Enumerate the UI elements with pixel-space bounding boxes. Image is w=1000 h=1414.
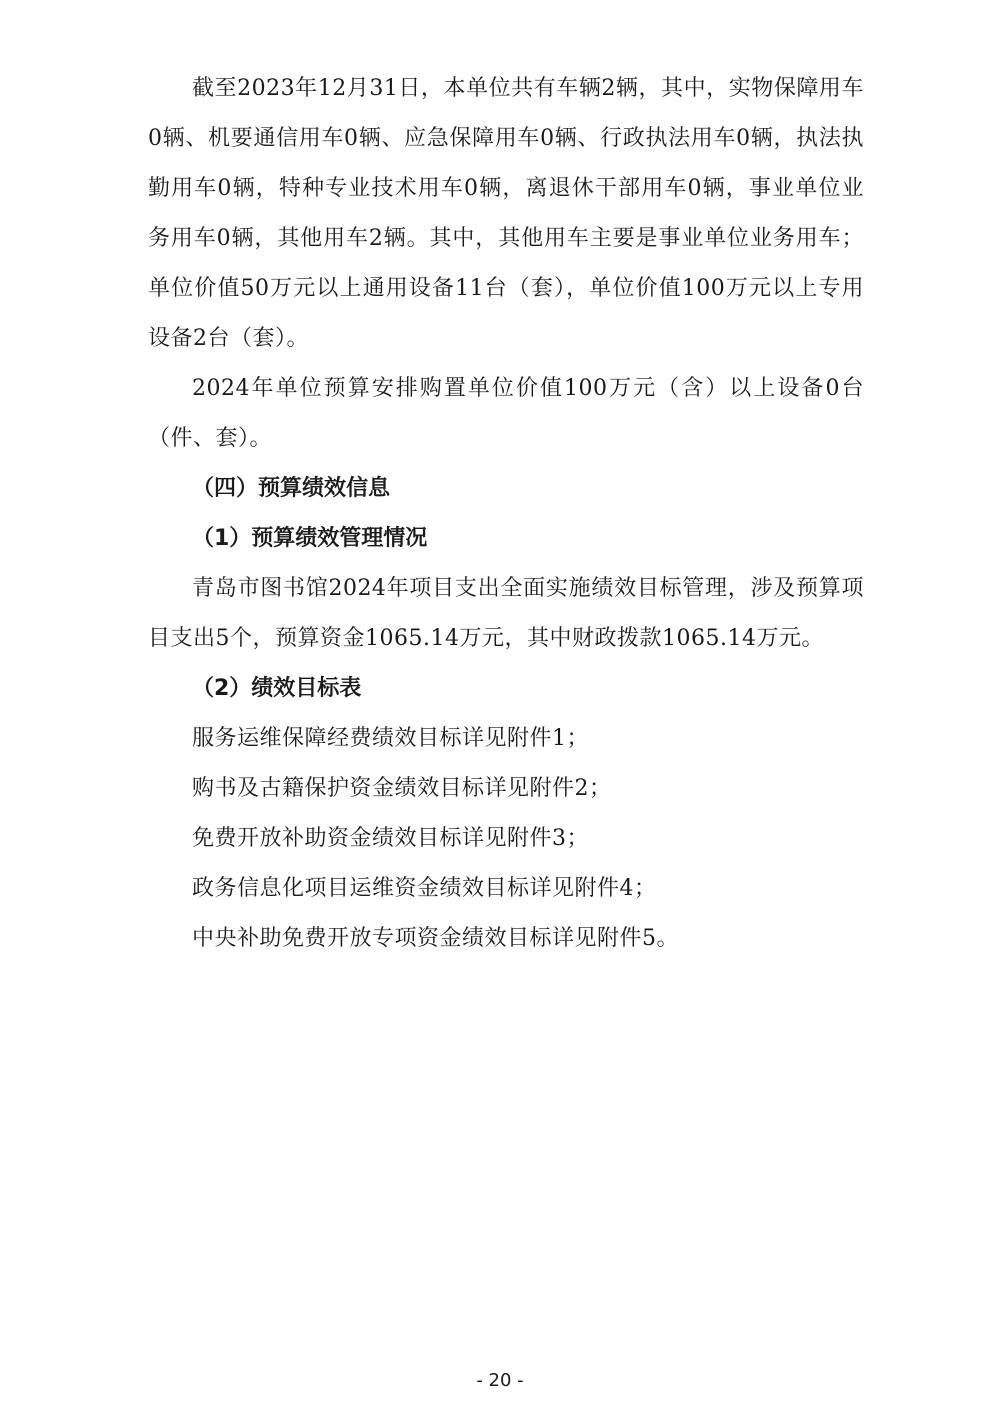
page-number: - 20 - bbox=[476, 1370, 524, 1391]
subsection-1-title: （1）预算绩效管理情况 bbox=[192, 526, 428, 551]
performance-management-paragraph: 青岛市图书馆2024年项目支出全面实施绩效目标管理，涉及预算项目支出5个，预算资金1065.14万元，其中财政拨款1065.14万元。 bbox=[148, 576, 864, 651]
attachment-item-4: 政务信息化项目运维资金绩效目标详见附件4； bbox=[192, 876, 657, 901]
attachment-list bbox=[148, 714, 864, 964]
document-body bbox=[148, 64, 864, 964]
attachment-item-3: 免费开放补助资金绩效目标详见附件3； bbox=[192, 826, 589, 851]
subsection-2-title: （2）绩效目标表 bbox=[192, 676, 362, 701]
vehicles-paragraph: 截至2023年12月31日，本单位共有车辆2辆，其中，实物保障用车0辆、机要通信用车0辆、应急保障用车0辆、行政执法用车0辆，执法执勤用车0辆，特种专业技术用车0辆，离退休干部用车0辆，事业单位业务用车0辆，其他用车2辆。其中，其他用车主要是事业单位业务用车；单位价值50万元以上通用设备11台（套），单位价值100万元以上专用设备2台（套）。 bbox=[148, 76, 864, 351]
attachment-item-5: 中央补助免费开放专项资金绩效目标详见附件5。 bbox=[192, 926, 679, 951]
attachment-item-1: 服务运维保障经费绩效目标详见附件1； bbox=[192, 726, 589, 751]
purchase-paragraph: 2024年单位预算安排购置单位价值100万元（含）以上设备0台（件、套）。 bbox=[148, 376, 864, 451]
section-four-title: （四）预算绩效信息 bbox=[192, 476, 391, 501]
attachment-item-2: 购书及古籍保护资金绩效目标详见附件2； bbox=[192, 776, 612, 801]
